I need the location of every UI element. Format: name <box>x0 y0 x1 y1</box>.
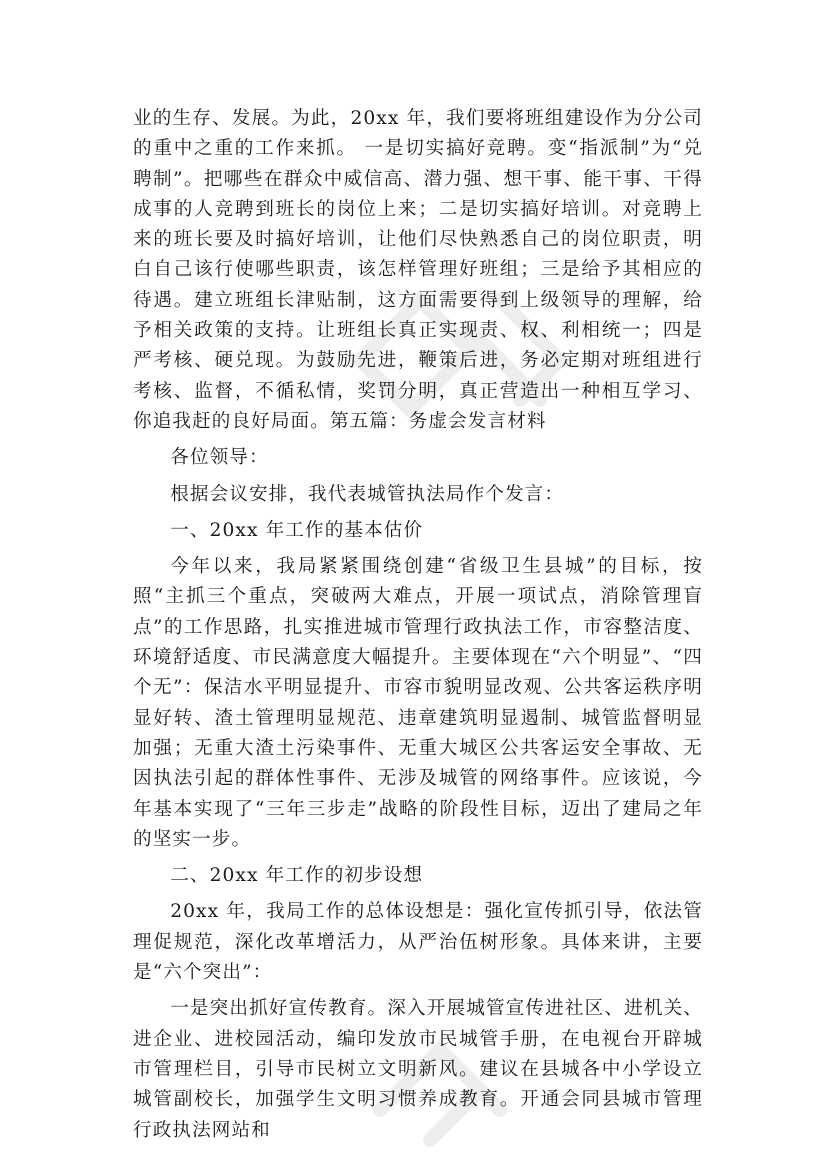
paragraph-salutation: 各位领导： <box>170 447 269 469</box>
paragraph-continuation: 业的生存、发展。为此，20xx 年，我们要将班组建设作为分公司的重中之重的工作来抓。 一是切实搞好竞聘。变“指派制”为“兑聘制”。把哪些在群众中威信高、潜力强、想干事、能干事、干得成事的人竞聘到班长的岗位上来；二是切实搞好培训。对竞聘上来的班长要及时搞好培训，让他们尽快熟悉自己的岗位职责，明白自己该行使哪些职责，该怎样管理好班组；三是给予其相应的待遇。建立班组长津贴制，这方面需要得到上级领导的理解，给予相关政策的支持。让班组长真正实现责、权、利相统一；四是严考核、硬兑现。为鼓励先进，鞭策后进，务必定期对班组进行考核、监督，不循私情，奖罚分明，真正营造出一种相互学习、你追我赶的良好局面。第五篇：务虚会发言材料 <box>133 108 703 432</box>
section-heading-2: 二、20xx 年工作的初步设想 <box>170 865 424 887</box>
paragraph-intro: 根据会议安排，我代表城管执法局作个发言： <box>170 483 565 505</box>
paragraph-section-2-point-1: 一是突出抓好宣传教育。深入开展城管宣传进社区、进机关、进企业、进校园活动，编印发放市民城管手册，在电视台开辟城市管理栏目，引导市民树立文明新风。建议在县城各中小学设立城管副校长，加强学生文明习惯养成教育。开通会同县城市管理行政执法网站和 <box>133 998 703 1141</box>
document-body <box>133 104 703 1146</box>
paragraph-section-2-summary: 20xx 年，我局工作的总体设想是：强化宣传抓引导，依法管理促规范，深化改革增活力，从严治伍树形象。具体来讲，主要是“六个突出”： <box>133 901 703 984</box>
section-heading-1: 一、20xx 年工作的基本估价 <box>170 519 424 541</box>
paragraph-section-1-body: 今年以来，我局紧紧围绕创建“省级卫生县城”的目标，按照“主抓三个重点，突破两大难点，开展一项试点，消除管理盲点”的工作思路，扎实推进城市管理行政执法工作，市容整洁度、环境舒适度、市民满意度大幅提升。主要体现在“六个明显”、“四个无”：保洁水平明显提升、市容市貌明显改观、公共客运秩序明显好转、渣土管理明显规范、违章建筑明显遏制、城管监督明显加强；无重大渣土污染事件、无重大城区公共客运安全事故、无因执法引起的群体性事件、无涉及城管的网络事件。应该说，今年基本实现了“三年三步走”战略的阶段性目标，迈出了建局之年的坚实一步。 <box>133 556 703 850</box>
